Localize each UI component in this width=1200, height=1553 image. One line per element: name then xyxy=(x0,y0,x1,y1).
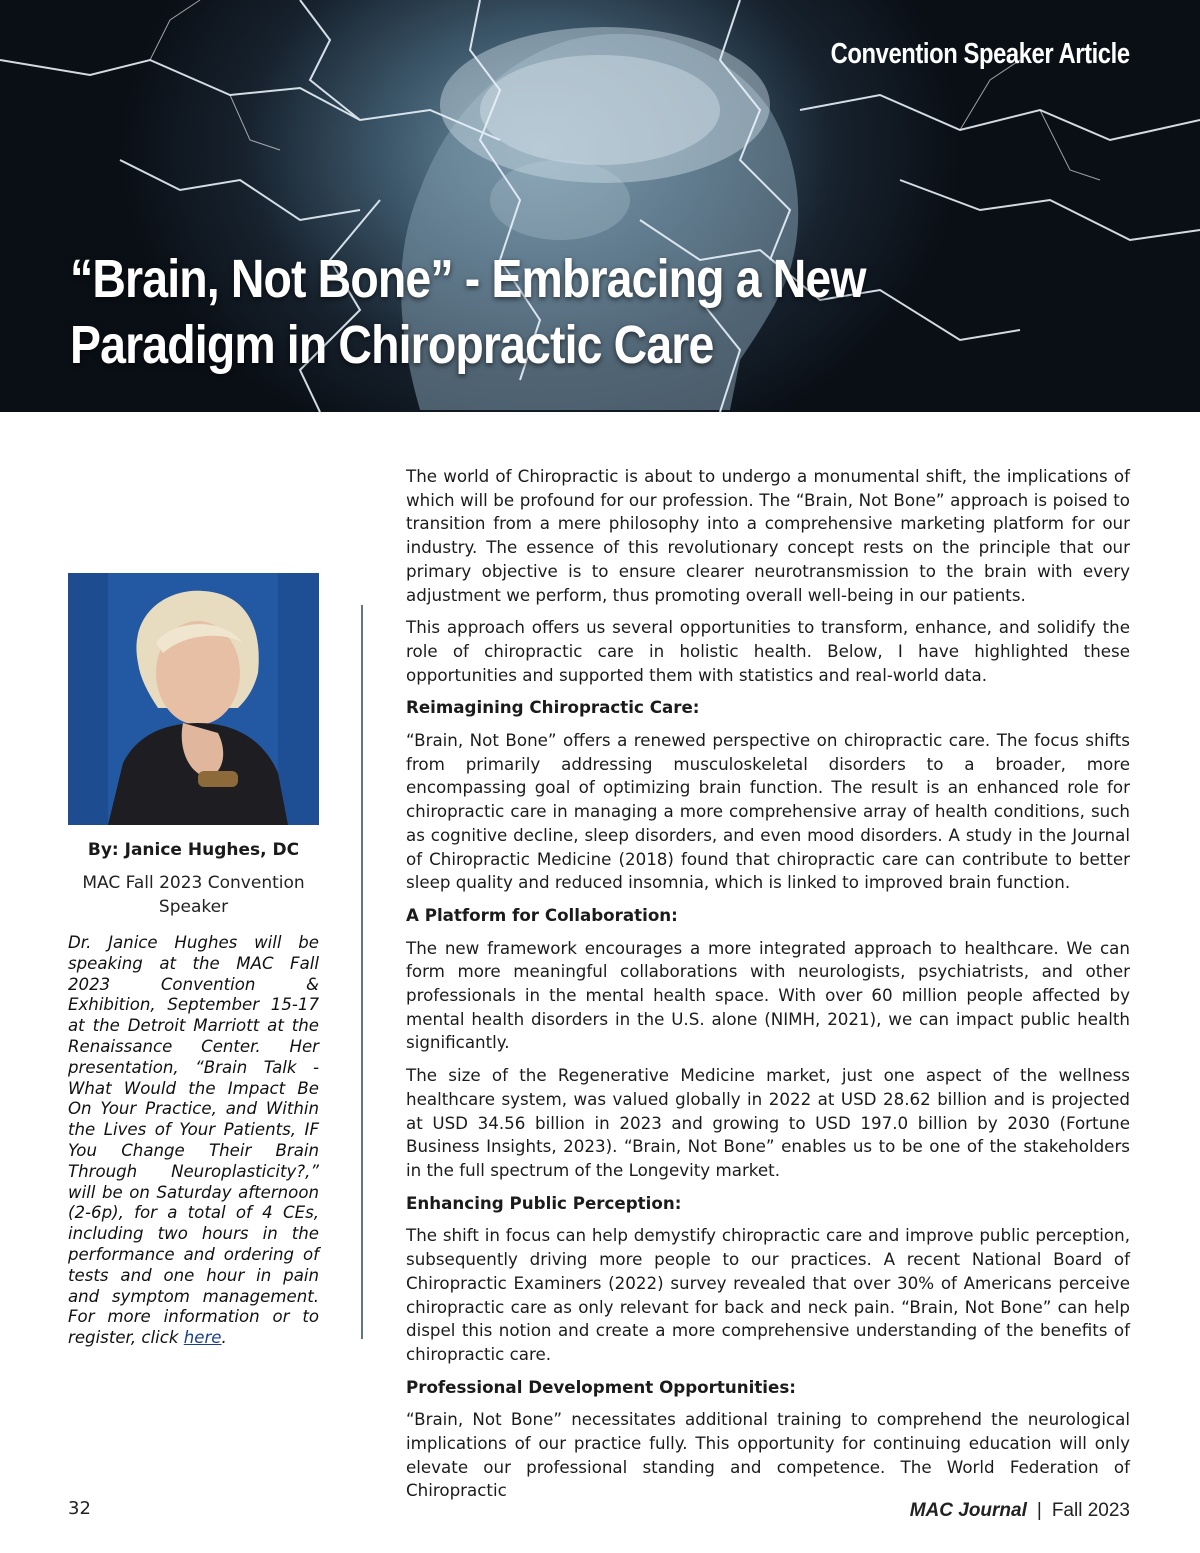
article-title xyxy=(70,246,1016,378)
subheading-perception: Enhancing Public Perception: xyxy=(406,1192,682,1213)
author-byline: By: Janice Hughes, DC xyxy=(87,840,300,860)
author-photo xyxy=(68,573,319,825)
author-bio-text: Dr. Janice Hughes will be speaking at the MAC Fall 2023 Convention & Exhibition, September 15-17 at the Detroit Marriott at the Renaissance Center. Her presentation, “Brain Talk - What Would the Impact Be On Your Practice, and Within the Lives of Your Patients, IF You Change Their Brain Through Neuroplasticity?,” will be on Saturday afternoon (2-6p), for a total of 4 CEs, including two hours in the performance and ordering of tests and one hour in pain and symptom management. For more information or to register, click xyxy=(68,933,319,1348)
subheading-development: Professional Development Opportunities: xyxy=(406,1376,796,1397)
paragraph-development: “Brain, Not Bone” necessitates additional training to comprehend the neurological implications of our practice fully. This opportunity for continuing education will only elevate our professional standing and competence. The World Federation of Chiropractic xyxy=(406,1409,1130,1501)
section-kicker: Convention Speaker Article xyxy=(830,38,1130,70)
author-bio-end: . xyxy=(221,1328,227,1348)
issue-label: Fall 2023 xyxy=(1051,1500,1130,1521)
header-banner xyxy=(0,0,1200,412)
paragraph-perception: The shift in focus can help demystify chiropractic care and improve public perception, subsequently driving more people to our practices. A recent National Board of Chiropractic Examiners (2022) survey revealed that over 30% of Americans perceive chiropractic care as only relevant for back and neck pain. “Brain, Not Bone” can help dispel this notion and create a more comprehensive understanding of the benefits of chiropractic care. xyxy=(406,1225,1130,1364)
footer-issue xyxy=(910,1500,1130,1522)
register-link[interactable]: here xyxy=(183,1328,222,1348)
author-bio xyxy=(68,933,319,1349)
paragraph-reimagining: “Brain, Not Bone” offers a renewed perspective on chiropractic care. The focus shifts from primarily addressing musculoskeletal disorders to a broader, more encompassing goal of optimizing brain function. The result is an enhanced role for chiropractic care in managing a more comprehensive array of health conditions, such as cognitive decline, sleep disorders, and even mood disorders. A study in the Journal of Chiropractic Medicine (2018) found that chiropractic care can contribute to better sleep quality and reduced insomnia, which is linked to improved brain function. xyxy=(406,730,1130,893)
author-role: MAC Fall 2023 Convention Speaker xyxy=(82,873,305,917)
subheading-collaboration: A Platform for Collaboration: xyxy=(406,904,678,925)
paragraph-intro: The world of Chiropractic is about to undergo a monumental shift, the implications of which will be profound for our profession. The “Brain, Not Bone” approach is poised to transition from a mere philosophy into a comprehensive marketing platform for our industry. The essence of this revolutionary concept rests on the principle that our primary objective is to ensure clearer neurotransmission to the brain with every adjustment we perform, thus promoting overall well-being in our patients. xyxy=(406,466,1130,605)
article-title-line-2: Paradigm in Chiropractic Care xyxy=(70,315,714,375)
article-title-line-1: “Brain, Not Bone” - Embracing a New xyxy=(70,249,866,309)
article-body xyxy=(406,465,1130,1512)
paragraph-collaboration: The new framework encourages a more integrated approach to healthcare. We can form more meaningful collaborations with neurologists, psychiatrists, and other professionals in the mental health space. With over 60 million people affected by mental health disorders in the U.S. alone (NIMH, 2021), we can impact public health significantly. xyxy=(406,937,1130,1053)
subheading-reimagining: Reimagining Chiropractic Care: xyxy=(406,697,700,718)
journal-name: MAC Journal xyxy=(909,1500,1027,1521)
paragraph-market: The size of the Regenerative Medicine market, just one aspect of the wellness healthcare system, was valued globally in 2022 at USD 28.62 billion and is projected at USD 34.56 billion in 2023 and growing to USD 197.0 billion by 2030 (Fortune Business Insights, 2023). “Brain, Not Bone” enables us to be one of the stakeholders in the full spectrum of the Longevity market. xyxy=(406,1065,1130,1180)
author-portrait-illustration xyxy=(68,573,319,825)
paragraph-opportunities: This approach offers us several opportunities to transform, enhance, and solidify the role of chiropractic care in holistic health. Below, I have highlighted these opportunities and supported them with statistics and real-world data. xyxy=(406,617,1130,685)
page-number: 32 xyxy=(68,1498,91,1519)
column-divider xyxy=(361,605,363,1339)
footer-separator: | xyxy=(1036,1500,1042,1521)
